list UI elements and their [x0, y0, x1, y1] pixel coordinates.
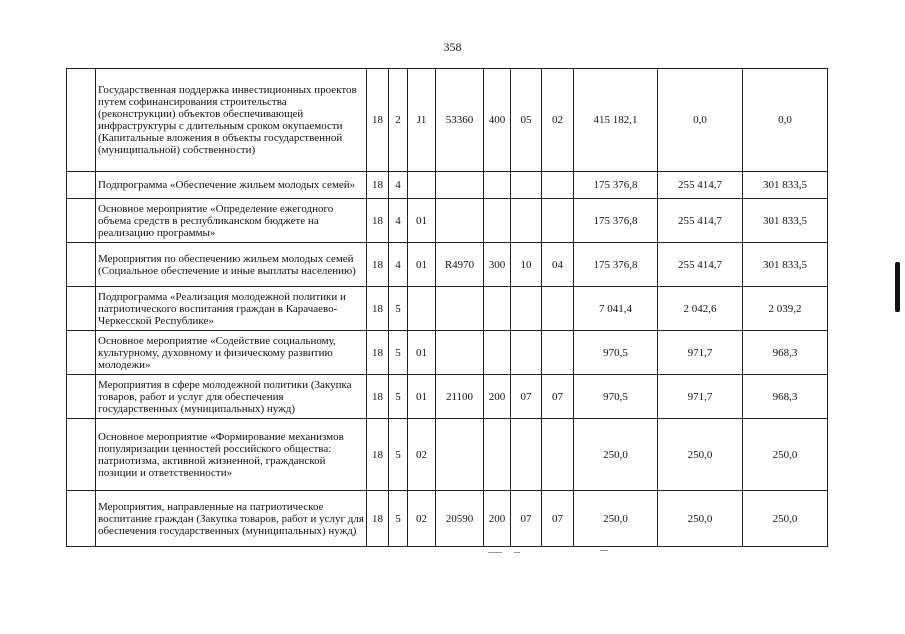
amount-year-3: 968,3: [743, 331, 828, 375]
table-row: [67, 172, 828, 199]
row-marker-cell: [67, 331, 96, 375]
code-subprogram: 4: [389, 172, 408, 199]
amount-year-1: 7 041,4: [574, 287, 658, 331]
row-marker-cell: [67, 199, 96, 243]
scan-edge-mark: [895, 262, 900, 312]
amount-year-3: 250,0: [743, 491, 828, 547]
page-number: 358: [443, 40, 462, 54]
code-subprogram: 4: [389, 199, 408, 243]
row-name: Основное мероприятие «Определение ежегодного объема средств в республиканском бюджете на реализацию программы»: [96, 199, 367, 243]
code-activity: 01: [408, 375, 436, 419]
amount-year-3: 0,0: [743, 69, 828, 172]
code-subsection: 07: [542, 491, 574, 547]
code-expense-type: 200: [484, 375, 511, 419]
table-row: [67, 375, 828, 419]
code-direction: [436, 331, 484, 375]
code-activity: [408, 287, 436, 331]
amount-year-2: 0,0: [658, 69, 743, 172]
scan-speck: [514, 552, 520, 553]
code-section: [511, 287, 542, 331]
table-row: [67, 491, 828, 547]
budget-table: [66, 68, 828, 547]
code-expense-type: 400: [484, 69, 511, 172]
code-admin: 18: [367, 331, 389, 375]
code-subsection: [542, 199, 574, 243]
code-section: [511, 419, 542, 491]
row-name: Мероприятия, направленные на патриотическое воспитание граждан (Закупка товаров, работ и услуг для обеспечения государственных (муниципальных) нужд): [96, 491, 367, 547]
code-expense-type: [484, 199, 511, 243]
code-subsection: 02: [542, 69, 574, 172]
code-activity: 01: [408, 199, 436, 243]
code-activity: J1: [408, 69, 436, 172]
code-admin: 18: [367, 375, 389, 419]
amount-year-1: 250,0: [574, 419, 658, 491]
code-expense-type: [484, 172, 511, 199]
code-direction: [436, 287, 484, 331]
code-section: [511, 172, 542, 199]
table-row: [67, 419, 828, 491]
code-expense-type: [484, 419, 511, 491]
amount-year-2: 971,7: [658, 375, 743, 419]
code-direction: [436, 172, 484, 199]
amount-year-2: 971,7: [658, 331, 743, 375]
row-name: Государственная поддержка инвестиционных проектов путем софинансирования строительства (реконструкции) объектов обеспечивающей инфраструктуры с длительным сроком окупаемости (Капитальные вложения в объекты государственной (муниципальной) собственности): [96, 69, 367, 172]
row-name: Подпрограмма «Реализация молодежной политики и патриотического воспитания граждан в Карачаево-Черкесской Республике»: [96, 287, 367, 331]
code-direction: [436, 419, 484, 491]
amount-year-3: 301 833,5: [743, 243, 828, 287]
code-subsection: [542, 419, 574, 491]
row-marker-cell: [67, 375, 96, 419]
amount-year-1: 415 182,1: [574, 69, 658, 172]
row-marker-cell: [67, 287, 96, 331]
code-subsection: 07: [542, 375, 574, 419]
code-admin: 18: [367, 419, 389, 491]
code-direction: R4970: [436, 243, 484, 287]
amount-year-2: 2 042,6: [658, 287, 743, 331]
row-marker-cell: [67, 419, 96, 491]
amount-year-2: 250,0: [658, 491, 743, 547]
code-subsection: [542, 172, 574, 199]
code-admin: 18: [367, 243, 389, 287]
amount-year-2: 255 414,7: [658, 243, 743, 287]
table-row: [67, 287, 828, 331]
code-subprogram: 5: [389, 331, 408, 375]
code-section: 10: [511, 243, 542, 287]
amount-year-2: 250,0: [658, 419, 743, 491]
code-section: [511, 331, 542, 375]
row-name: Подпрограмма «Обеспечение жильем молодых семей»: [96, 172, 367, 199]
amount-year-2: 255 414,7: [658, 172, 743, 199]
code-subprogram: 4: [389, 243, 408, 287]
code-section: 07: [511, 491, 542, 547]
code-subsection: 04: [542, 243, 574, 287]
table-row: [67, 199, 828, 243]
code-subprogram: 5: [389, 375, 408, 419]
code-expense-type: [484, 287, 511, 331]
code-admin: 18: [367, 199, 389, 243]
code-activity: 01: [408, 243, 436, 287]
row-marker-cell: [67, 69, 96, 172]
amount-year-3: 968,3: [743, 375, 828, 419]
code-admin: 18: [367, 491, 389, 547]
code-subprogram: 5: [389, 419, 408, 491]
amount-year-3: 301 833,5: [743, 199, 828, 243]
code-subsection: [542, 287, 574, 331]
row-name: Основное мероприятие «Формирование механизмов популяризации ценностей российского общества: патриотизма, активной жизненной, гражданской позиции и ответственности»: [96, 419, 367, 491]
row-name: Основное мероприятие «Содействие социальному, культурному, духовному и физическому развитию молодежи»: [96, 331, 367, 375]
scan-speck: [488, 552, 502, 553]
amount-year-1: 970,5: [574, 331, 658, 375]
amount-year-3: 250,0: [743, 419, 828, 491]
amount-year-1: 970,5: [574, 375, 658, 419]
amount-year-3: 301 833,5: [743, 172, 828, 199]
table-row: [67, 331, 828, 375]
code-section: 07: [511, 375, 542, 419]
code-activity: [408, 172, 436, 199]
amount-year-1: 175 376,8: [574, 199, 658, 243]
code-subsection: [542, 331, 574, 375]
table-row: [67, 243, 828, 287]
code-subprogram: 5: [389, 287, 408, 331]
code-expense-type: [484, 331, 511, 375]
code-section: 05: [511, 69, 542, 172]
code-activity: 02: [408, 491, 436, 547]
scan-speck: [600, 550, 608, 551]
row-name: Мероприятия по обеспечению жильем молодых семей (Социальное обеспечение и иные выплаты населению): [96, 243, 367, 287]
code-direction: [436, 199, 484, 243]
code-admin: 18: [367, 69, 389, 172]
amount-year-3: 2 039,2: [743, 287, 828, 331]
code-direction: 20590: [436, 491, 484, 547]
code-subprogram: 5: [389, 491, 408, 547]
table-row: [67, 69, 828, 172]
code-admin: 18: [367, 287, 389, 331]
code-direction: 53360: [436, 69, 484, 172]
code-section: [511, 199, 542, 243]
row-marker-cell: [67, 172, 96, 199]
code-activity: 02: [408, 419, 436, 491]
code-expense-type: 200: [484, 491, 511, 547]
code-expense-type: 300: [484, 243, 511, 287]
code-admin: 18: [367, 172, 389, 199]
row-marker-cell: [67, 491, 96, 547]
amount-year-1: 175 376,8: [574, 172, 658, 199]
row-marker-cell: [67, 243, 96, 287]
row-name: Мероприятия в сфере молодежной политики (Закупка товаров, работ и услуг для обеспечения государственных (муниципальных) нужд): [96, 375, 367, 419]
code-subprogram: 2: [389, 69, 408, 172]
code-direction: 21100: [436, 375, 484, 419]
amount-year-2: 255 414,7: [658, 199, 743, 243]
amount-year-1: 250,0: [574, 491, 658, 547]
code-activity: 01: [408, 331, 436, 375]
amount-year-1: 175 376,8: [574, 243, 658, 287]
